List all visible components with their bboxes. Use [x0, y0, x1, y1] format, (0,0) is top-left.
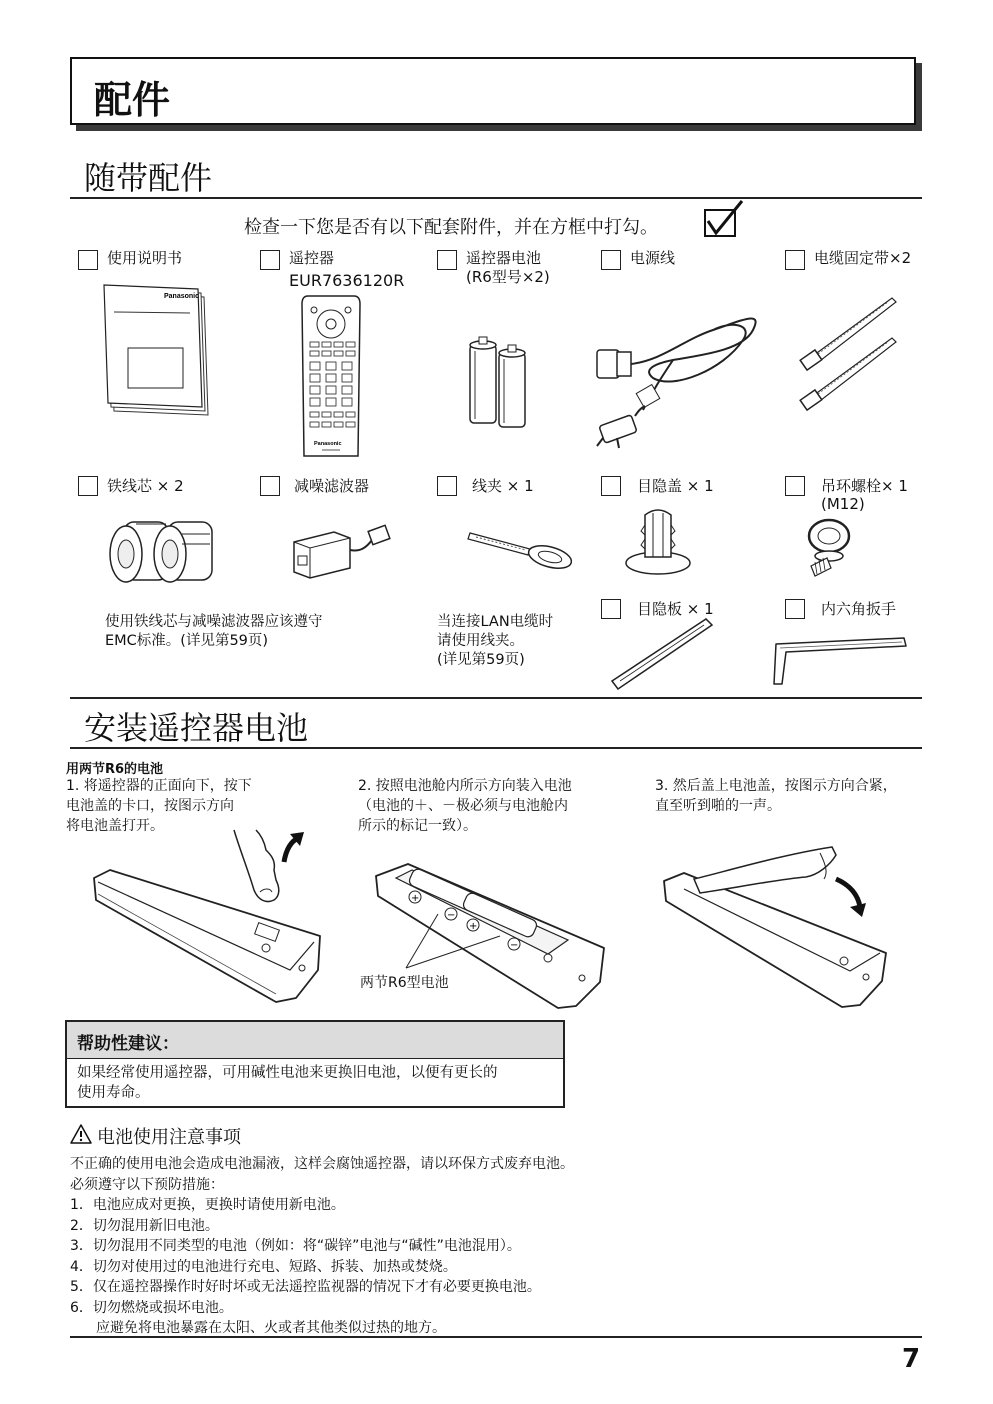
remote-brand: Panasonic: [314, 441, 342, 447]
checkbox-remote[interactable]: [260, 250, 280, 270]
svg-text:−: −: [510, 940, 519, 951]
clamp-illustration: [466, 525, 576, 573]
eye-bolt-illustration: [807, 518, 857, 586]
lan-note-line2: 请使用线夹。: [437, 633, 524, 649]
section-divider-3: [70, 747, 922, 749]
item-label-noise-filter: 减噪滤波器: [294, 477, 370, 495]
checkbox-ferrite-core[interactable]: [78, 476, 98, 496]
step-3-text: 3. 然后盖上电池盖，按图示方向合紧， 直至听到啪的一声。: [655, 778, 897, 814]
batteries-illustration: [467, 333, 533, 427]
caution-heading: 电池使用注意事项: [97, 1127, 241, 1148]
caution-item: 1．电池应成对更换，更换时请使用新电池。: [70, 1197, 345, 1213]
caution-item: 5．仅在遥控器操作时好时坏或无法遥控监视器的情况下才有必要更换电池。: [70, 1279, 541, 1295]
caution-line-2: 必须遵守以下预防措施：: [70, 1176, 224, 1193]
checkbox-power-cord[interactable]: [601, 250, 621, 270]
step-1-illustration: [90, 830, 330, 1010]
tips-header: [67, 1022, 563, 1059]
cable-ties-illustration: [796, 292, 906, 412]
svg-text:+: +: [411, 893, 420, 904]
section-divider: [70, 197, 922, 199]
checked-checkbox-sample: [704, 209, 736, 237]
cover-plate-illustration: [610, 617, 714, 691]
svg-text:−: −: [447, 910, 456, 921]
svg-text:+: +: [469, 921, 478, 932]
item-label-cover-plate: 目隐板 × 1: [637, 600, 714, 618]
footer-divider: [70, 1336, 922, 1338]
item-label-clamp: 线夹 × 1: [472, 477, 534, 495]
item-label-cover-cap: 目隐盖 × 1: [637, 477, 714, 495]
caution-item: 3．切勿混用不同类型的电池（例如：将“碳锌”电池与“碱性”电池混用）。: [70, 1238, 521, 1254]
page-title: 配件: [94, 78, 171, 122]
checkbox-manual[interactable]: [78, 250, 98, 270]
manual-illustration: [104, 283, 214, 418]
eye-bolt-sub-label: (M12): [821, 495, 865, 513]
page-number: 7: [902, 1344, 921, 1374]
caution-line-1: 不正确的使用电池会造成电池漏液，这样会腐蚀遥控器，请以环保方式废弃电池。: [70, 1156, 574, 1172]
item-label-ferrite-core: 铁线芯 × 2: [107, 477, 184, 495]
emc-note-line2: EMC标准。(详见第59页): [105, 633, 269, 649]
manual-brand: Panasonic: [164, 293, 200, 300]
checkbox-cover-cap[interactable]: [601, 476, 621, 496]
lan-note-line1: 当连接LAN电缆时: [437, 614, 554, 630]
section-title-battery-install: 安装遥控器电池: [84, 709, 309, 747]
item-label-hex-wrench: 内六角扳手: [821, 600, 897, 618]
battery-subheading: 用两节R6的电池: [66, 762, 164, 777]
caution-item: 4．切勿对使用过的电池进行充电、短路、拆装、加热或焚烧。: [70, 1258, 457, 1275]
noise-filter-illustration: [290, 520, 400, 580]
batteries-sub-label: (R6型号×2): [466, 268, 550, 286]
checkbox-batteries[interactable]: [437, 250, 457, 270]
tips-box: [65, 1020, 565, 1108]
power-cord-illustration: [593, 300, 773, 450]
remote-model-number: EUR7636120R: [289, 271, 405, 290]
caution-item: 2．切勿混用新旧电池。: [70, 1217, 219, 1234]
checkbox-cable-ties[interactable]: [785, 250, 805, 270]
checkbox-eye-bolt[interactable]: [785, 476, 805, 496]
two-batteries-label: 两节R6型电池: [360, 975, 449, 991]
item-label-remote: 遥控器: [289, 249, 335, 267]
section-title-accessories: 随带配件: [84, 159, 213, 197]
checkbox-clamp[interactable]: [437, 476, 457, 496]
step-1-text: 1. 将遥控器的正面向下，按下 电池盖的卡口，按图示方向 将电池盖打开。: [66, 778, 252, 834]
warning-triangle-icon: [70, 1124, 92, 1144]
lan-note-line3: (详见第59页): [437, 652, 525, 668]
checkbox-cover-plate[interactable]: [601, 599, 621, 619]
caution-item: 6．切勿燃烧或损坏电池。: [70, 1299, 233, 1316]
checkmark-icon: [704, 199, 744, 239]
page-title-box: [70, 57, 916, 125]
cover-cap-illustration: [623, 505, 693, 577]
checkbox-noise-filter[interactable]: [260, 476, 280, 496]
caution-item-6-continued: 应避免将电池暴露在太阳、火或者其他类似过热的地方。: [96, 1320, 446, 1336]
item-label-cable-ties: 电缆固定带×2: [814, 249, 912, 267]
section-divider-2: [70, 697, 922, 699]
step-3-illustration: [660, 845, 892, 1015]
tips-body: 如果经常使用遥控器，可用碱性电池来更换旧电池，以便有更长的 使用寿命。: [77, 1065, 498, 1101]
item-label-batteries: 遥控器电池: [466, 249, 542, 267]
check-instruction: 检查一下您是否有以下配套附件，并在方框中打勾。: [244, 217, 658, 238]
item-label-manual: 使用说明书: [107, 249, 183, 267]
step-2-text: 2. 按照电池舱内所示方向装入电池 （电池的＋、－极必须与电池舱内 所示的标记一致）。: [358, 778, 572, 834]
item-label-power-cord: 电源线: [630, 249, 676, 267]
caution-text-block: [70, 1154, 574, 1339]
remote-illustration: [300, 296, 362, 460]
emc-note-line1: 使用铁线芯与减噪滤波器应该遵守: [105, 614, 323, 630]
item-label-eye-bolt: 吊环螺栓× 1: [821, 477, 908, 495]
hex-wrench-illustration: [772, 632, 912, 690]
ferrite-core-illustration: [106, 514, 226, 590]
tips-heading: 帮助性建议：: [77, 1034, 179, 1054]
checkbox-hex-wrench[interactable]: [785, 599, 805, 619]
